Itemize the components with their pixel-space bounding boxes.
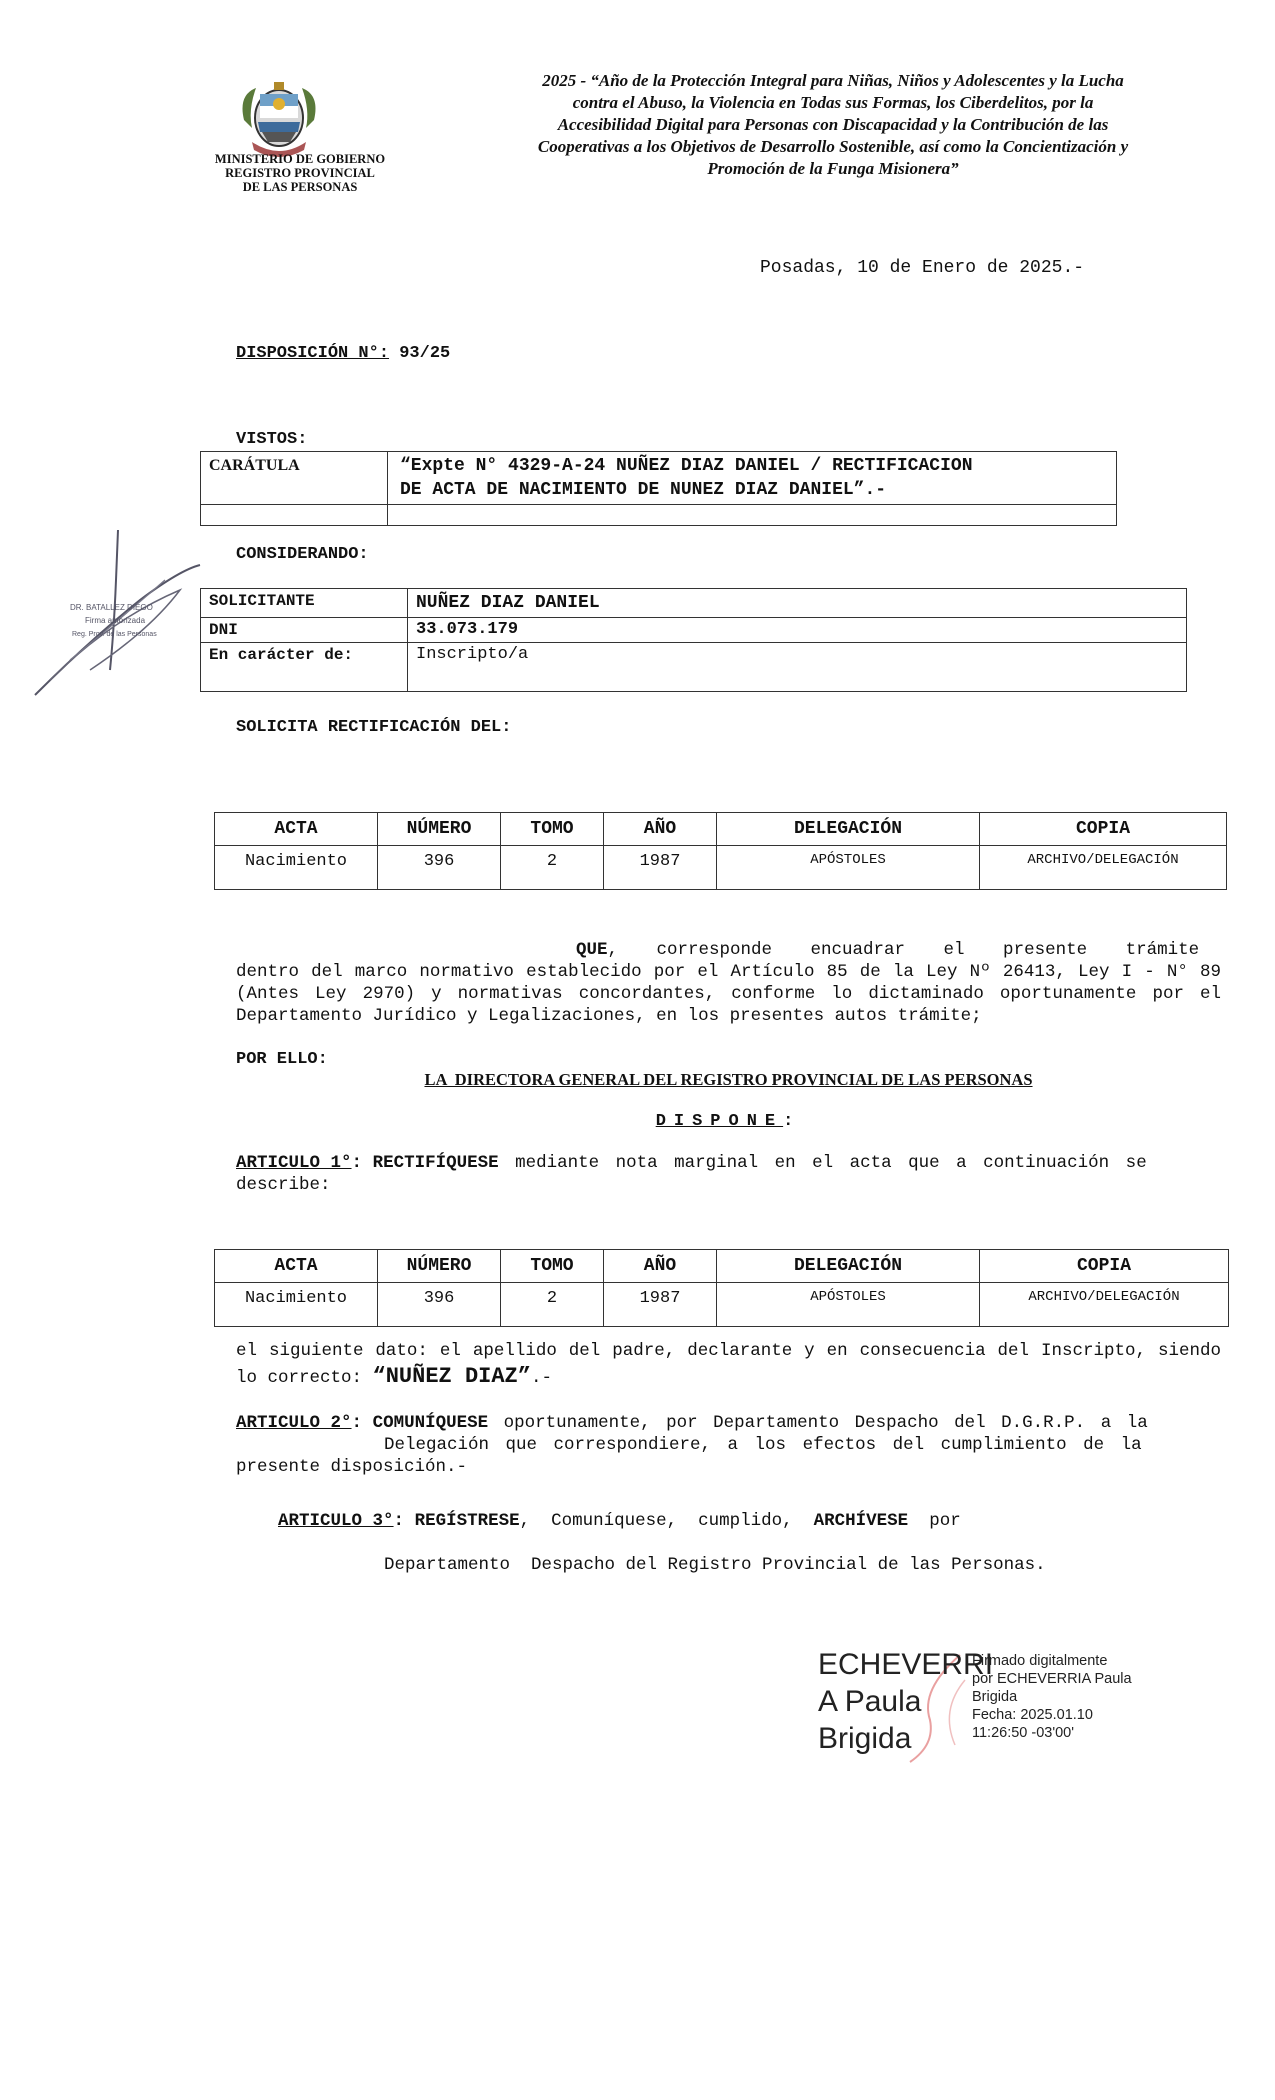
cell-delegacion: APÓSTOLES [717, 846, 980, 890]
col-header-copia: COPIA [980, 1250, 1229, 1283]
cell-delegacion: APÓSTOLES [717, 1283, 980, 1327]
acta-table-rectify [214, 1249, 1229, 1327]
col-header-tomo: TOMO [501, 1250, 604, 1283]
col-header-anio: AÑO [604, 1250, 717, 1283]
articulo-2 [236, 1412, 1221, 1478]
solicitante-table [200, 588, 1187, 692]
caracter-label: En carácter de: [201, 643, 408, 692]
col-header-numero: NÚMERO [378, 813, 501, 846]
col-header-acta: ACTA [215, 1250, 378, 1283]
articulo-2-action: COMUNÍQUESE [372, 1413, 489, 1433]
dispone-heading [236, 1112, 1221, 1131]
handwritten-signature-stamp [30, 520, 210, 700]
solicita-label: SOLICITA RECTIFICACIÓN DEL: [236, 718, 512, 737]
articulo-3-action2: ARCHÍVESE [813, 1511, 909, 1531]
directora-heading: LA DIRECTORA GENERAL DEL REGISTRO PROVINCIAL DE LAS PERSONAS [424, 1070, 1033, 1089]
caracter-value: Inscripto/a [408, 643, 1187, 692]
dni-value: 33.073.179 [408, 618, 1187, 643]
caratula-label: CARÁTULA [201, 452, 388, 505]
ministry-line: REGISTRO PROVINCIAL [225, 166, 375, 180]
articulo-2-line2: Delegación que correspondiere, a los efectos del cumplimiento de la [384, 1435, 1142, 1455]
articulo-3-label: ARTICULO 3° [278, 1511, 394, 1531]
col-header-tomo: TOMO [501, 813, 604, 846]
que-body: dentro del marco normativo establecido por el Artículo 85 de la Ley Nº 26413, Ley I - N° 89 (Antes Ley 2970) y normativas concordantes, conforme lo dictaminado oportunamente por el Departamento Jurídico y Legalizaciones, en los presentes autos trámite; [236, 962, 1221, 1026]
ministry-line: MINISTERIO DE GOBIERNO [214, 152, 386, 166]
cell-anio: 1987 [604, 1283, 717, 1327]
articulo-3-line [236, 1488, 1221, 1554]
col-header-copia: COPIA [980, 813, 1227, 846]
col-header-numero: NÚMERO [378, 1250, 501, 1283]
signature-info-line: 11:26:50 -03'00' [972, 1725, 1075, 1741]
cell-acta: Nacimiento [215, 1283, 378, 1327]
caratula-table [200, 451, 1117, 526]
dato-paragraph [236, 1338, 1221, 1391]
cell-tomo: 2 [501, 1283, 604, 1327]
articulo-3-mid: , Comuníquese, cumplido, [519, 1511, 814, 1531]
considerando-label: CONSIDERANDO: [236, 545, 369, 564]
articulo-3-action1: REGÍSTRESE [414, 1511, 520, 1531]
solicitante-value: NUÑEZ DIAZ DANIEL [408, 589, 1187, 618]
col-header-delegacion: DELEGACIÓN [717, 813, 980, 846]
signer-name-line: Brigida [818, 1722, 912, 1755]
caratula-line: “Expte N° 4329-A-24 NUÑEZ DIAZ DANIEL / RECTIFICACION [400, 456, 973, 476]
articulo-1-action: RECTIFÍQUESE [372, 1153, 499, 1173]
signer-name-line: ECHEVERRI [818, 1648, 994, 1681]
vistos-label: VISTOS: [236, 430, 308, 449]
provincial-coat-of-arms-icon [238, 80, 320, 158]
caratula-value [388, 452, 1117, 505]
articulo-1-colon: : [351, 1153, 363, 1173]
ministry-heading [210, 152, 390, 194]
signer-name-line: A Paula [818, 1685, 922, 1718]
articulo-2-line [236, 1412, 1221, 1434]
stamp-line: Firma autorizada [85, 616, 146, 625]
disposition-label: DISPOSICIÓN N°: [236, 344, 390, 363]
articulo-2-colon: : [351, 1413, 363, 1433]
dispone-colon: : [783, 1112, 802, 1131]
cell-acta: Nacimiento [215, 846, 378, 890]
disposition-number [236, 344, 450, 363]
que-line1-rest: , corresponde encuadrar el presente trámite [607, 940, 1200, 960]
articulo-3 [236, 1488, 1221, 1576]
signature-info-line: Firmado digitalmente [972, 1653, 1108, 1669]
articulo-2-line3: presente disposición.- [236, 1457, 468, 1477]
stamp-line: DR. BATALLEZ DIEGO [70, 603, 153, 612]
col-header-acta: ACTA [215, 813, 378, 846]
dato-text: el siguiente dato: el apellido del padre, declarante y en consecuencia del Inscripto, siendo lo correcto: [236, 1341, 1221, 1388]
que-first-line [236, 939, 1221, 961]
cell-tomo: 2 [501, 846, 604, 890]
col-header-delegacion: DELEGACIÓN [717, 1250, 980, 1283]
signature-info-line: por ECHEVERRIA Paula [972, 1671, 1132, 1687]
motto-line: contra el Abuso, la Violencia en Todas sus Formas, los Ciberdelitos, por la [572, 93, 1094, 112]
signature-info-line: Brigida [972, 1689, 1018, 1705]
articulo-2-line1: oportunamente, por Departamento Despacho del D.G.R.P. a la [488, 1413, 1148, 1433]
dato-correct-value: “NUÑEZ DIAZ” [372, 1364, 531, 1389]
acta-table [214, 812, 1227, 890]
year-motto [488, 70, 1178, 180]
motto-line: 2025 - “Año de la Protección Integral para Niñas, Niños y Adolescentes y la Lucha [542, 71, 1124, 90]
articulo-1 [236, 1152, 1221, 1196]
date-line: Posadas, 10 de Enero de 2025.- [760, 258, 1085, 278]
dni-label: DNI [201, 618, 408, 643]
que-lead: QUE [576, 940, 608, 960]
ministry-line: DE LAS PERSONAS [242, 180, 358, 194]
articulo-3-line1-end: por [908, 1511, 961, 1531]
que-paragraph [236, 939, 1221, 1027]
por-ello-label: POR ELLO: [236, 1050, 328, 1069]
articulo-1-text: mediante nota marginal en el acta que a continuación se describe: [236, 1153, 1147, 1195]
solicitante-label: SOLICITANTE [201, 589, 408, 618]
articulo-2-label: ARTICULO 2° [236, 1413, 352, 1433]
dato-end: .- [530, 1368, 552, 1388]
signature-info-line: Fecha: 2025.01.10 [972, 1707, 1093, 1723]
motto-line: Cooperativas a los Objetivos de Desarrollo Sostenible, así como la Concientización y [537, 137, 1129, 156]
cell-numero: 396 [378, 846, 501, 890]
cell-anio: 1987 [604, 846, 717, 890]
articulo-1-label: ARTICULO 1° [236, 1153, 352, 1173]
articulo-3-colon: : [393, 1511, 405, 1531]
cell-copia: ARCHIVO/DELEGACIÓN [980, 846, 1227, 890]
disposition-value: 93/25 [399, 344, 451, 363]
empty-cell [388, 505, 1117, 526]
caratula-line: DE ACTA DE NACIMIENTO DE NUNEZ DIAZ DANIEL”.- [400, 480, 887, 500]
articulo-3-line2: Departamento Despacho del Registro Provincial de las Personas. [384, 1555, 1046, 1575]
stamp-line: Reg. Prov. de las Personas [72, 631, 157, 638]
motto-line: Promoción de la Funga Misionera” [707, 159, 959, 178]
col-header-anio: AÑO [604, 813, 717, 846]
dispone-word: DISPONE [655, 1112, 784, 1131]
empty-cell [201, 505, 388, 526]
digital-signature-name [818, 1646, 993, 1757]
digital-signature-info [972, 1652, 1132, 1742]
motto-line: Accesibilidad Digital para Personas con Discapacidad y la Contribución de las [557, 115, 1109, 134]
cell-copia: ARCHIVO/DELEGACIÓN [980, 1283, 1229, 1327]
cell-numero: 396 [378, 1283, 501, 1327]
